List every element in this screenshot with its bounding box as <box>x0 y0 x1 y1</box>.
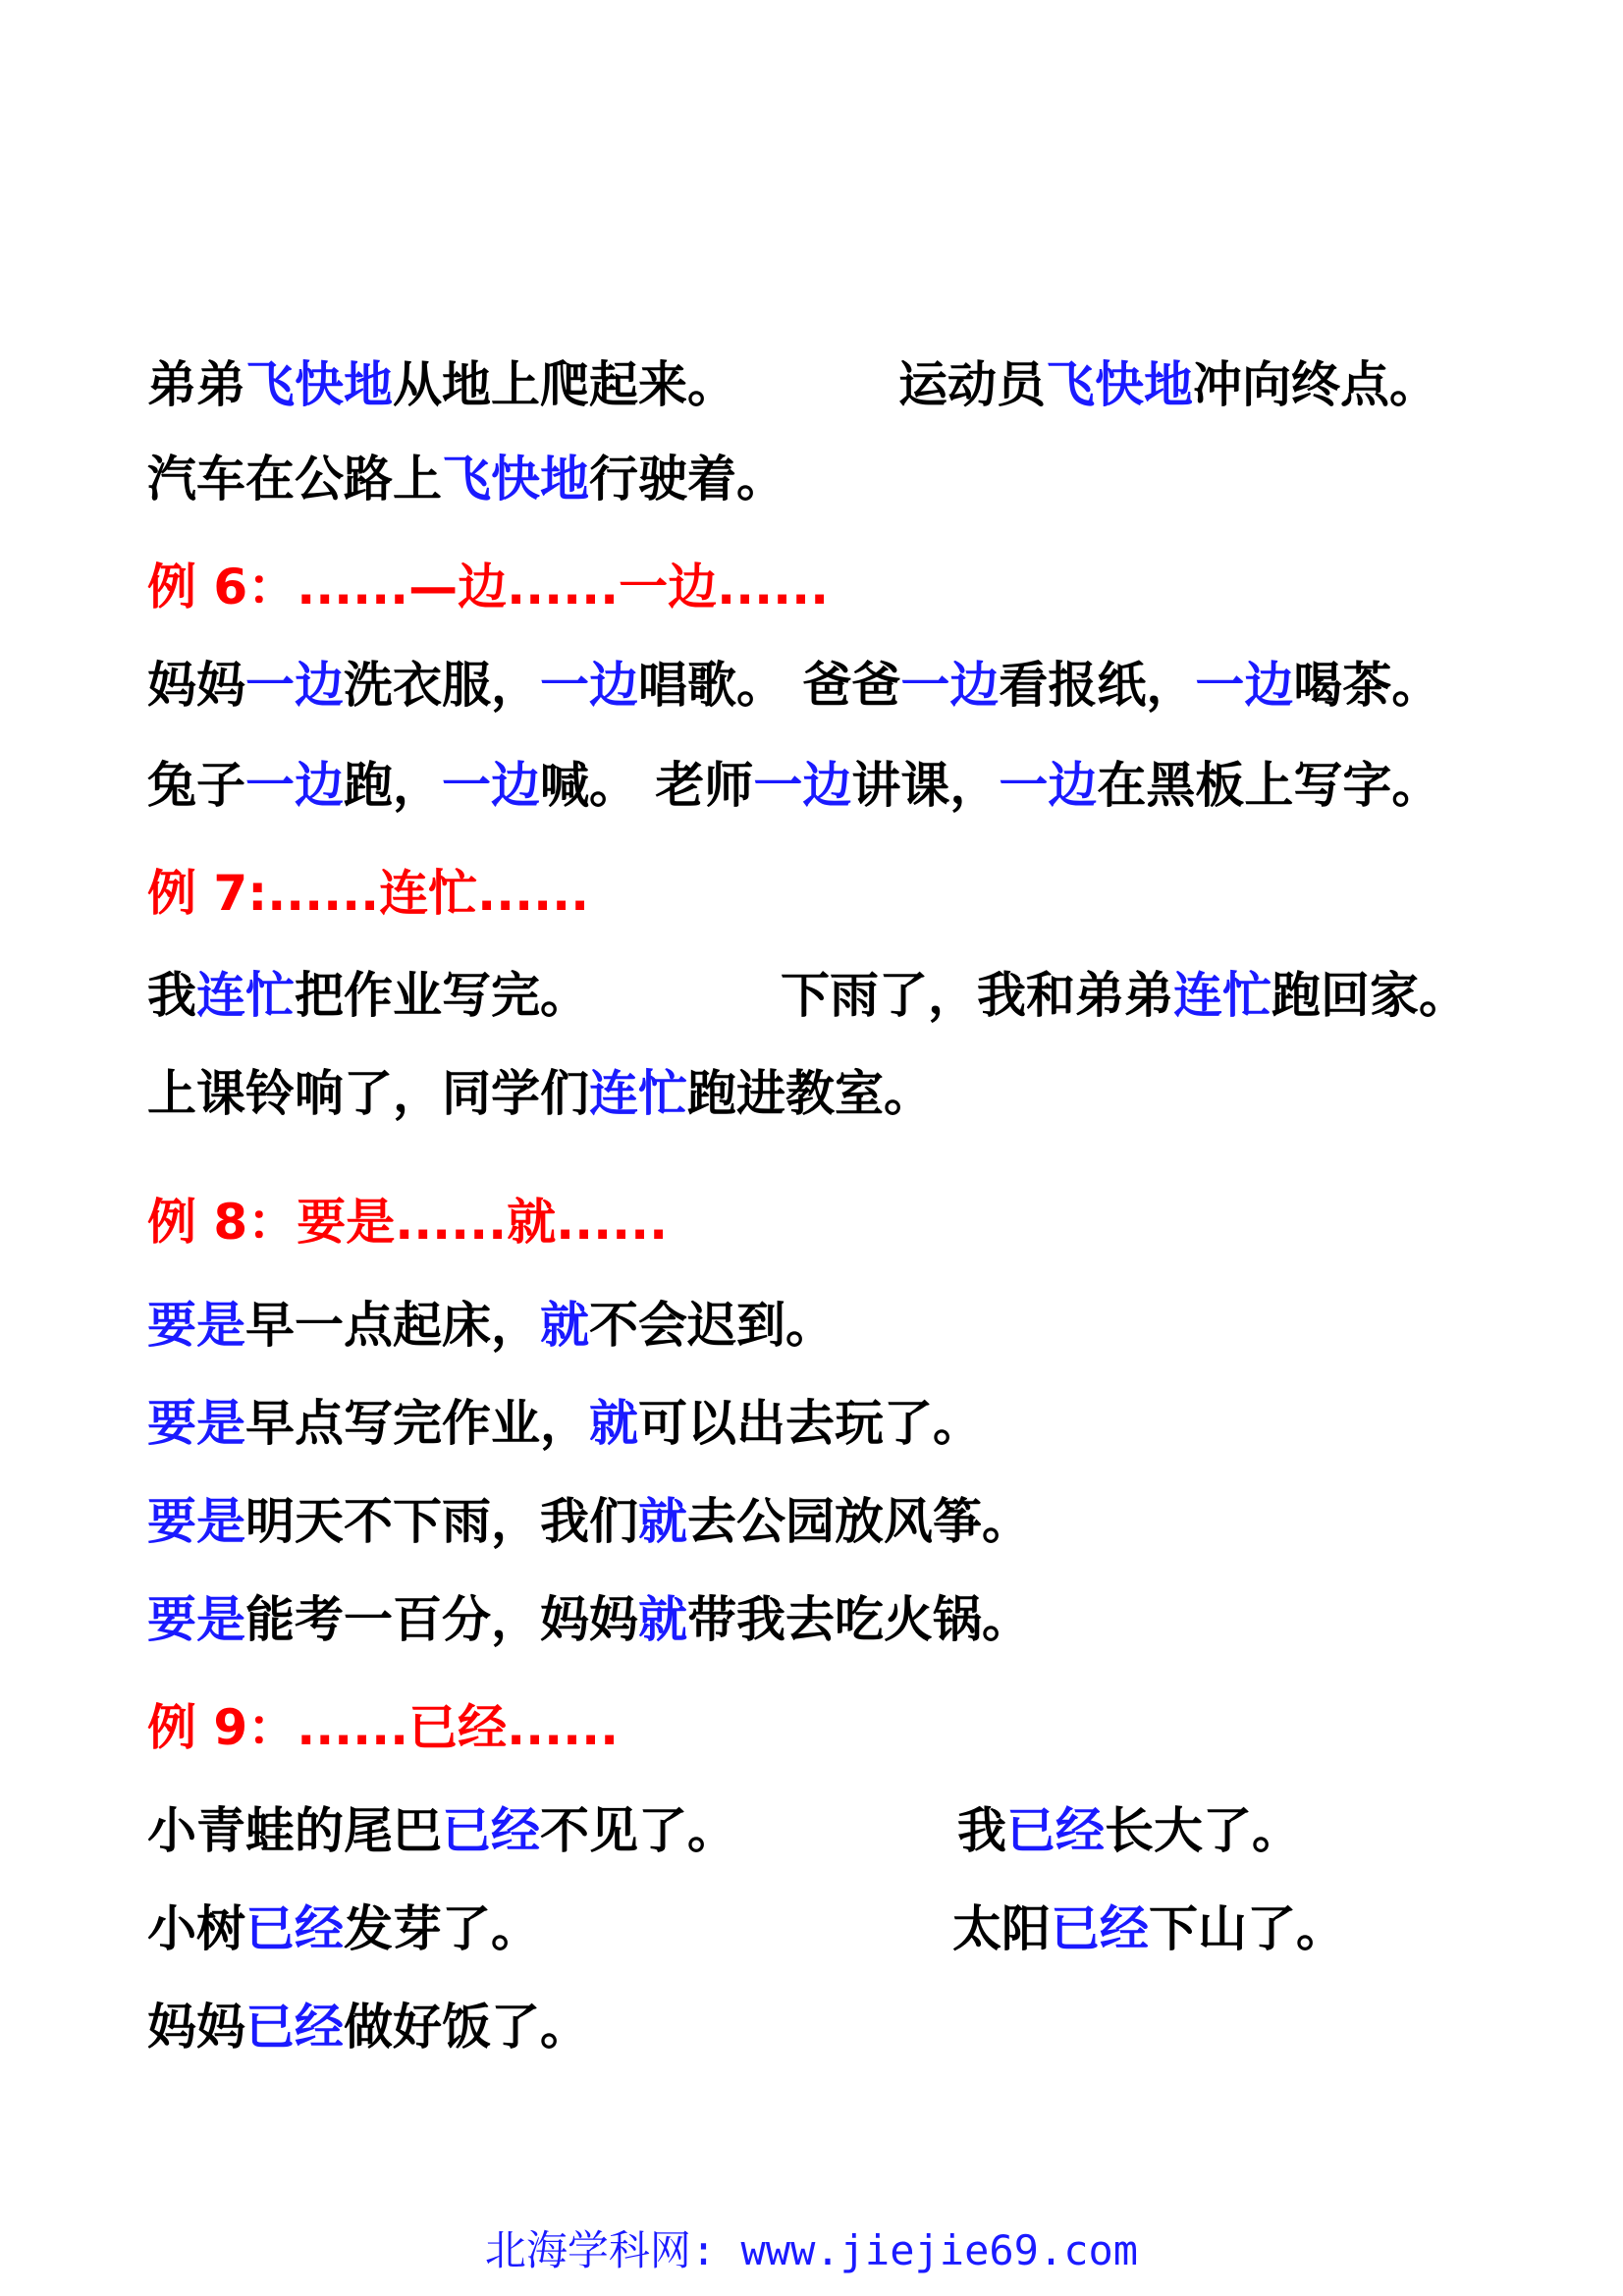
sentence-text: 跑进教室。 <box>687 1065 933 1122</box>
sentence-text: 妈妈 <box>147 1999 245 2056</box>
sentence-text: 明天不下雨，我们 <box>245 1493 638 1550</box>
sentence-text: 早点写完作业， <box>245 1395 589 1452</box>
sentence-text: 小树 <box>147 1900 245 1957</box>
sentence-row-6 <box>147 1064 933 1123</box>
example-heading-text: 例 9：......已经...... <box>147 1699 620 1756</box>
highlighted-keyword: 已经 <box>1006 1802 1105 1859</box>
highlighted-keyword: 飞快地 <box>442 451 589 507</box>
example-heading-text: 例 6：......—边......一边...... <box>147 559 830 615</box>
sentence-text: 去公园放风筝。 <box>687 1493 1031 1550</box>
sentence-text: 跑回家。 <box>1271 967 1468 1024</box>
sentence-row-7 <box>147 1296 835 1355</box>
sentence-row-5 <box>147 966 589 1025</box>
sentence-text: 下雨了，我和弟弟 <box>781 967 1173 1024</box>
example-6-heading <box>147 558 829 616</box>
sentence-text: 带我去吃火锅。 <box>687 1591 1031 1648</box>
sentence-text: 下山了。 <box>1149 1900 1345 1957</box>
sentence-text: 不会迟到。 <box>589 1297 835 1354</box>
highlighted-keyword: 就 <box>638 1591 687 1648</box>
sentence-text: 行驶着。 <box>589 451 785 507</box>
sentence-text: 上课铃响了，同学们 <box>147 1065 589 1122</box>
sentence-row-5-second-sentence <box>781 966 1468 1025</box>
sentence-text: 不见了。 <box>540 1802 736 1859</box>
sentence-text: 能考一百分，妈妈 <box>245 1591 638 1648</box>
sentence-text: 长大了。 <box>1105 1802 1301 1859</box>
example-7-heading <box>147 864 589 923</box>
sentence-text: 把作业写完。 <box>295 967 589 1024</box>
sentence-row-11 <box>147 1801 736 1860</box>
sentence-text: 发芽了。 <box>344 1900 540 1957</box>
highlighted-keyword: 就 <box>638 1493 687 1550</box>
highlighted-keyword: 就 <box>540 1297 589 1354</box>
example-heading-text: 例 7:......连忙...... <box>147 865 590 922</box>
sentence-text: 兔子 <box>147 757 245 814</box>
sentence-text: 从地上爬起来。 <box>393 356 736 413</box>
example-9-heading <box>147 1698 619 1757</box>
highlighted-keyword: 一边 <box>442 757 540 814</box>
highlighted-keyword: 一边 <box>900 657 1000 714</box>
highlighted-keyword: 要是 <box>147 1395 245 1452</box>
highlighted-keyword: 要是 <box>147 1591 245 1648</box>
example-8-heading <box>147 1193 668 1252</box>
sentence-row-4 <box>147 756 1440 815</box>
sentence-text: 汽车在公路上 <box>147 451 442 507</box>
sentence-row-12-second-sentence <box>952 1899 1345 1958</box>
sentence-text: 妈妈 <box>147 657 245 714</box>
highlighted-keyword: 要是 <box>147 1297 245 1354</box>
sentence-text: 可以出去玩了。 <box>638 1395 982 1452</box>
sentence-text: 跑， <box>344 757 442 814</box>
sentence-row-1 <box>147 355 736 414</box>
sentence-text: 太阳 <box>952 1900 1051 1957</box>
sentence-row-13 <box>147 1998 589 2056</box>
sentence-text: 喊。 老师 <box>540 757 754 814</box>
highlighted-keyword: 一边 <box>999 757 1098 814</box>
footer-watermark: 北海学科网: www.jiejie69.com <box>484 2226 1139 2274</box>
sentence-row-8 <box>147 1394 982 1453</box>
highlighted-keyword: 连忙 <box>589 1065 687 1122</box>
sentence-text: 早一点起床， <box>245 1297 540 1354</box>
highlighted-keyword: 连忙 <box>1173 967 1271 1024</box>
highlighted-keyword: 飞快地 <box>245 356 393 413</box>
sentence-text: 冲向终点。 <box>1193 356 1438 413</box>
sentence-text: 讲课， <box>851 757 1000 814</box>
highlighted-keyword: 已经 <box>245 1999 344 2056</box>
sentence-text: 弟弟 <box>147 356 245 413</box>
highlighted-keyword: 已经 <box>245 1900 344 1957</box>
sentence-row-11-second-sentence <box>957 1801 1301 1860</box>
sentence-text: 唱歌。 爸爸 <box>638 657 901 714</box>
highlighted-keyword: 一边 <box>1195 657 1294 714</box>
sentence-row-3 <box>147 656 1440 715</box>
sentence-text: 小青蛙的尾巴 <box>147 1802 442 1859</box>
sentence-row-1-second-sentence <box>898 355 1438 414</box>
highlighted-keyword: 一边 <box>245 757 344 814</box>
sentence-text: 我 <box>147 967 196 1024</box>
highlighted-keyword: 飞快地 <box>1046 356 1193 413</box>
highlighted-keyword: 一边 <box>245 657 344 714</box>
highlighted-keyword: 就 <box>589 1395 638 1452</box>
sentence-row-10 <box>147 1590 1031 1649</box>
sentence-text: 看报纸， <box>999 657 1196 714</box>
highlighted-keyword: 已经 <box>1051 1900 1149 1957</box>
sentence-row-2 <box>147 450 785 508</box>
sentence-row-12 <box>147 1899 540 1958</box>
sentence-text: 我 <box>957 1802 1006 1859</box>
example-heading-text: 例 8：要是......就...... <box>147 1194 669 1251</box>
sentence-text: 在黑板上写字。 <box>1097 757 1441 814</box>
highlighted-keyword: 已经 <box>442 1802 540 1859</box>
sentence-text: 做好饭了。 <box>344 1999 589 2056</box>
sentence-text: 运动员 <box>898 356 1046 413</box>
highlighted-keyword: 要是 <box>147 1493 245 1550</box>
highlighted-keyword: 一边 <box>753 757 852 814</box>
sentence-row-9 <box>147 1492 1031 1551</box>
sentence-text: 洗衣服， <box>344 657 540 714</box>
highlighted-keyword: 连忙 <box>196 967 295 1024</box>
sentence-text: 喝茶。 <box>1293 657 1441 714</box>
highlighted-keyword: 一边 <box>540 657 638 714</box>
